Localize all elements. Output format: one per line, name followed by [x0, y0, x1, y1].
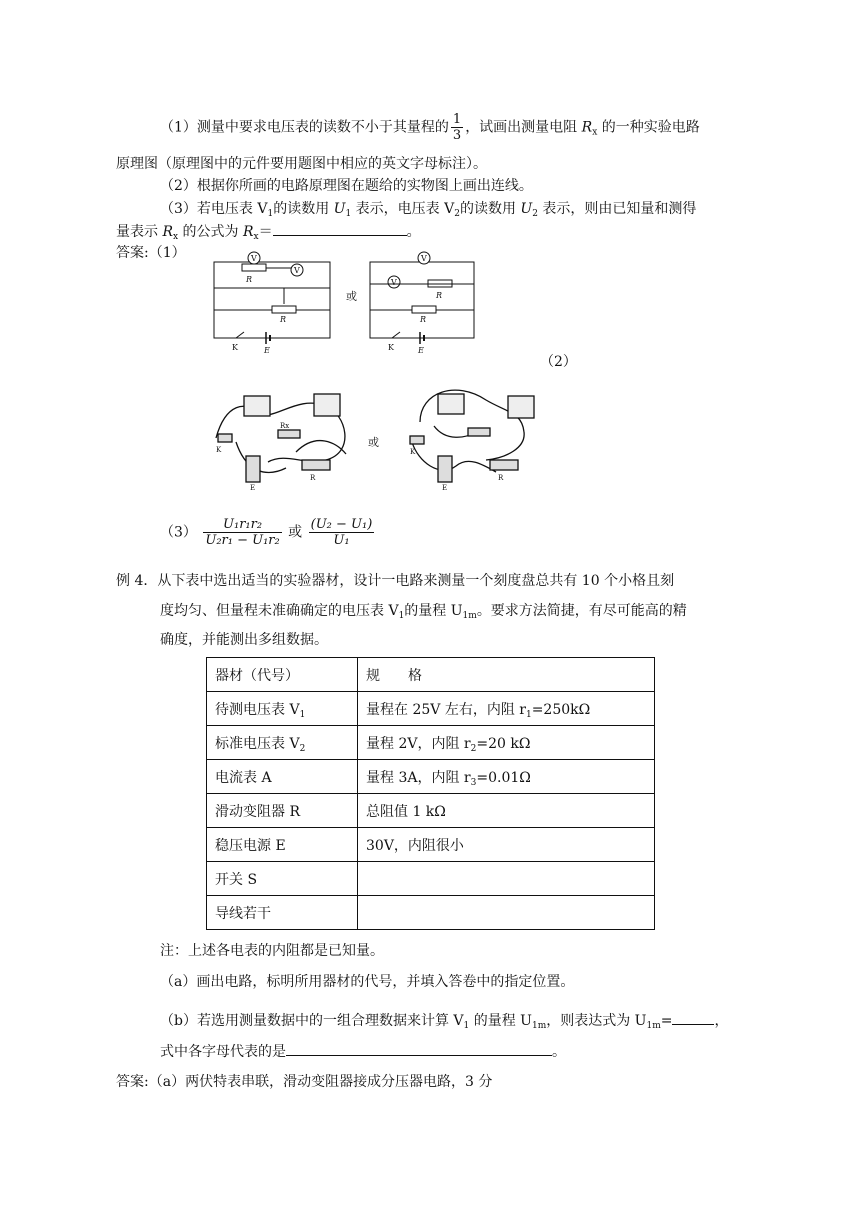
wiring-illustration [206, 382, 546, 498]
question-3-line-2: 量表示 $R_x$ 的公式为 $R_x=$ 。 [116, 221, 421, 242]
k-label-left: K [232, 343, 238, 352]
example-4-line-3: 确度，并能测出多组数据。 [160, 632, 328, 648]
answer-3: （3） $\frac{\text{U₁r₁r₂}}{\text{U₂r₁ − U₁r₂}}$ 或 $\frac{\text{(U₂ − U₁)}}{\text{U₁}}$ [160, 517, 373, 548]
photo-r-left: R [310, 474, 316, 482]
e-label-right: E [418, 346, 424, 355]
photo-k-left: K [216, 446, 222, 454]
fraction-one-third: $\frac{1}{3}$ [452, 112, 462, 143]
table-row: 标准电压表 $V_2$ 量程 2V，内阻 $r_2=20$ kΩ [207, 726, 655, 760]
question-b-line-2: 式中各字母代表的是 。 [160, 1041, 566, 1062]
answer-1-label: 答案:（1） [116, 245, 186, 261]
table-header-cell: 器材（代号） [207, 658, 358, 692]
table-row: 待测电压表 $V_1$ 量程在 25V 左右，内阻 $r_1=250k\Omega$ [207, 692, 655, 726]
question-a: （a）画出电路，标明所用器材的代号，并填入答卷中的指定位置。 [160, 974, 575, 990]
k-label-right: K [388, 343, 394, 352]
table-row: 电流表 A 量程 3A，内阻 $r_3=0.01\Omega$ [207, 760, 655, 794]
rx-label-right: R [436, 291, 443, 300]
table-header-cell: 规 格 [358, 658, 655, 692]
question-1-line-2: 原理图（原理图中的元件要用题图中相应的英文字母标注）。 [116, 156, 487, 172]
question-1-line-1: （1）测量中要求电压表的读数不小于其量程的 $\frac{1}{3}$ ，试画出测量电阻 $R_x$ 的一种实验电路 [160, 112, 700, 143]
answer-blank-expression[interactable] [672, 1010, 714, 1025]
question-2: （2）根据你所画的电路原理图在题给的实物图上画出连线。 [160, 178, 533, 194]
table-header-row [207, 658, 655, 692]
formula-1: $\frac{\text{U₁r₁r₂}}{\text{U₂r₁ − U₁r₂}}$ [205, 517, 280, 548]
or-label-photo: 或 [368, 436, 379, 449]
or-label-circuit: 或 [346, 290, 357, 303]
circuit-diagrams [206, 248, 496, 356]
equipment-table [206, 657, 655, 930]
e-label-left: E [264, 346, 270, 355]
table-row: 滑动变阻器 R 总阻值 1 kΩ [207, 794, 655, 828]
photo-e-right: E [442, 484, 448, 492]
photo-rx-left: Rx [280, 422, 290, 430]
answer-blank-meaning[interactable] [286, 1041, 552, 1056]
v1-symbol-left: V [251, 254, 257, 263]
question-3-line-1: （3）若电压表 $V_1$的读数用 $U_1$ 表示，电压表 $V_2$的读数用 $U_2$ 表示，则由已知量和测得 [160, 201, 697, 219]
photo-k-right: K [410, 448, 416, 456]
v2-symbol-right: V [421, 254, 427, 263]
example-4-line-1: 例 4．从下表中选出适当的实验器材，设计一电路来测量一个刻度盘总共有 10 个小格且刻 [116, 573, 675, 589]
v2-symbol-left: V [294, 266, 300, 275]
r-label-right: R [420, 315, 427, 324]
formula-2: $\frac{\text{(U₂ − U₁)}}{\text{U₁}}$ [310, 517, 373, 548]
photo-r-right: R [498, 474, 504, 482]
final-answer: 答案:（a）两伏特表串联，滑动变阻器接成分压器电路，3 分 [116, 1074, 493, 1090]
r-label-left: R [280, 315, 287, 324]
table-row: 导线若干 [207, 896, 655, 930]
note: 注：上述各电表的内阻都是已知量。 [160, 943, 384, 959]
table-row: 开关 S [207, 862, 655, 896]
question-b-line-1: （b）若选用测量数据中的一组合理数据来计算 $V_1$ 的量程 $U_{1m}$，则表达式为 $U_{1m}=$ ， [160, 1010, 728, 1031]
example-4-line-2: 度均匀、但量程未准确确定的电压表 $V_1$的量程 $U_{1m}$。要求方法简捷，有尽可能高的精 [160, 603, 687, 621]
rx-label-left: R [246, 275, 253, 284]
photo-e-left: E [250, 484, 256, 492]
answer-2-label: （2） [540, 354, 577, 370]
answer-blank[interactable] [273, 221, 407, 236]
v1-symbol-right: V [391, 278, 397, 287]
table-row: 稳压电源 E 30V，内阻很小 [207, 828, 655, 862]
